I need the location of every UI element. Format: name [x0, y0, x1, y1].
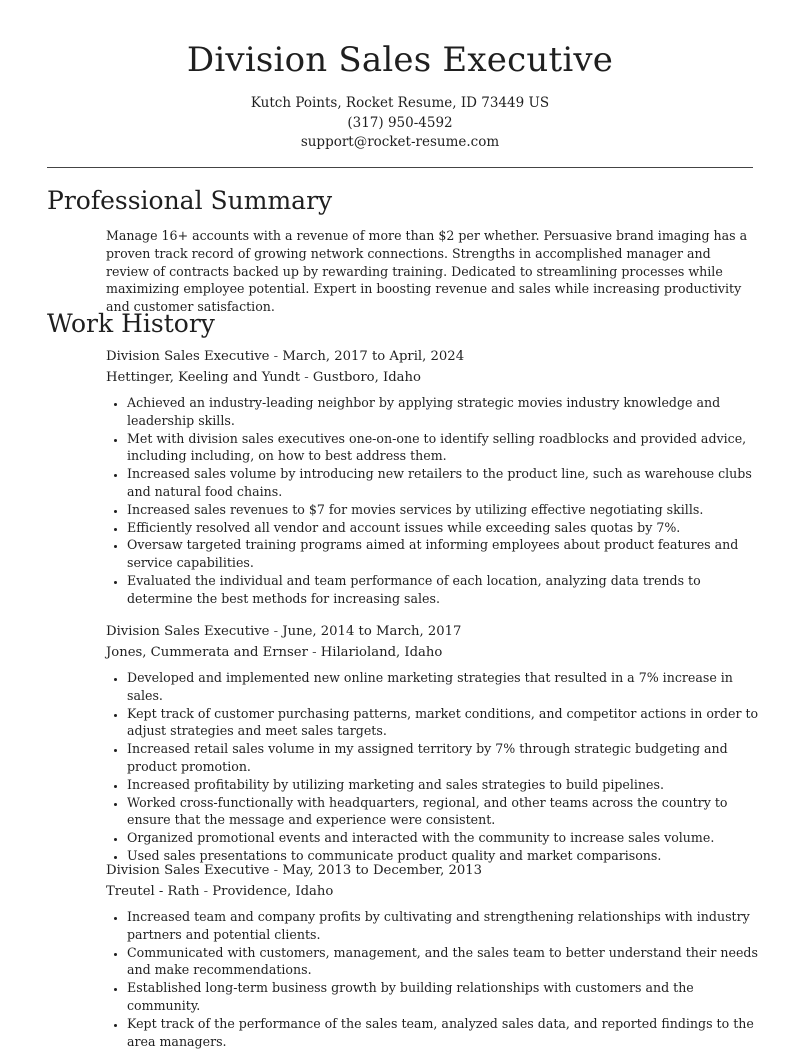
- job-bullet: • Increased retail sales volume in my assigned territory by 7% through strategic budgeting and product promotion.: [127, 740, 761, 776]
- job-bullet: • Established long-term business growth by building relationships with customers and the community.: [127, 979, 761, 1015]
- job-entry: [106, 861, 761, 1050]
- job-bullet: • Efficiently resolved all vendor and account issues while exceeding sales quotas by 7%.: [127, 519, 761, 537]
- resume-name-title: Division Sales Executive: [186, 40, 614, 80]
- contact-block: [0, 94, 800, 153]
- job-bullet: • Increased team and company profits by cultivating and strengthening relationships with industry partners and potential clients.: [127, 908, 761, 944]
- job-company: Hettinger, Keeling and Yundt: [106, 369, 301, 385]
- job-dates: June, 2014 to March, 2017: [282, 624, 462, 639]
- job-title-line: [106, 347, 761, 368]
- section-heading-work-history: Work History: [47, 309, 215, 338]
- job-entry: [106, 622, 761, 865]
- job-company: Jones, Cummerata and Ernser: [106, 644, 308, 660]
- job-title-line: [106, 622, 761, 643]
- job-title: Division Sales Executive: [106, 624, 270, 639]
- job-company-line: [106, 368, 761, 389]
- job-bullet: • Increased sales volume by introducing new retailers to the product line, such as warehouse clubs and natural food chains.: [127, 465, 761, 501]
- job-bullet-list: [106, 669, 761, 865]
- job-title: Division Sales Executive: [106, 863, 270, 878]
- job-title: Division Sales Executive: [106, 349, 270, 364]
- job-location: Gustboro, Idaho: [312, 369, 421, 385]
- job-entry: [106, 347, 761, 608]
- job-bullet: • Oversaw targeted training programs aimed at informing employees about product features and service capabilities.: [127, 536, 761, 572]
- job-separator: -: [300, 369, 313, 385]
- contact-address: Kutch Points, Rocket Resume, ID 73449 US: [250, 95, 550, 111]
- job-bullet: • Worked cross-functionally with headquarters, regional, and other teams across the country to ensure that the message and experience were consistent.: [127, 794, 761, 830]
- section-heading-summary: Professional Summary: [47, 186, 333, 215]
- job-bullet: • Organized promotional events and interacted with the community to increase sales volume.: [127, 829, 761, 847]
- job-bullet: • Achieved an industry-leading neighbor by applying strategic movies industry knowledge and leadership skills.: [127, 394, 761, 430]
- job-dates: May, 2013 to December, 2013: [282, 863, 483, 878]
- job-separator: -: [269, 624, 283, 639]
- job-bullet: • Met with division sales executives one-on-one to identify selling roadblocks and provided advice, including including, on how to best address them.: [127, 430, 761, 466]
- job-title-line: [106, 861, 761, 882]
- job-separator: -: [199, 883, 213, 899]
- job-company-line: [106, 643, 761, 664]
- job-location: Providence, Idaho: [212, 883, 334, 899]
- job-bullet: • Evaluated the individual and team performance of each location, analyzing data trends to determine the best methods for increasing sales.: [127, 572, 761, 608]
- job-separator: -: [269, 349, 283, 364]
- job-bullet-list: [106, 908, 761, 1050]
- job-separator: -: [307, 644, 321, 660]
- job-bullet: • Used sales presentations to communicate product quality and market comparisons.: [127, 847, 761, 865]
- job-location: Hilarioland, Idaho: [320, 644, 443, 660]
- job-bullet: • Communicated with customers, management, and the sales team to better understand their needs and make recommendations.: [127, 944, 761, 980]
- job-bullet-list: [106, 394, 761, 608]
- job-bullet: • Kept track of the performance of the sales team, analyzed sales data, and reported findings to the area managers.: [127, 1015, 761, 1050]
- summary-text: Manage 16+ accounts with a revenue of more than $2 per whether. Persuasive brand imaging has a proven track record of growing network connections. Strengths in accomplished manager and review of contracts backed up by rewarding training. Dedicated to streamlining processes while maximizing employee potential. Expert in boosting revenue and sales while increasing productivity and customer satisfaction.: [106, 228, 748, 315]
- job-bullet: • Increased profitability by utilizing marketing and sales strategies to build pipelines.: [127, 776, 761, 794]
- job-company: Treutel - Rath: [106, 883, 200, 899]
- job-dates: March, 2017 to April, 2024: [282, 349, 465, 364]
- contact-phone: (317) 950-4592: [347, 114, 453, 131]
- contact-email: support@rocket-resume.com: [300, 134, 500, 150]
- job-company-line: [106, 882, 761, 903]
- job-separator: -: [269, 863, 283, 878]
- job-bullet: • Kept track of customer purchasing patterns, market conditions, and competitor actions in order to adjust strategies and meet sales targets.: [127, 705, 761, 741]
- job-bullet: • Developed and implemented new online marketing strategies that resulted in a 7% increase in sales.: [127, 669, 761, 705]
- header-divider: [47, 167, 753, 168]
- job-bullet: • Increased sales revenues to $7 for movies services by utilizing effective negotiating skills.: [127, 501, 761, 519]
